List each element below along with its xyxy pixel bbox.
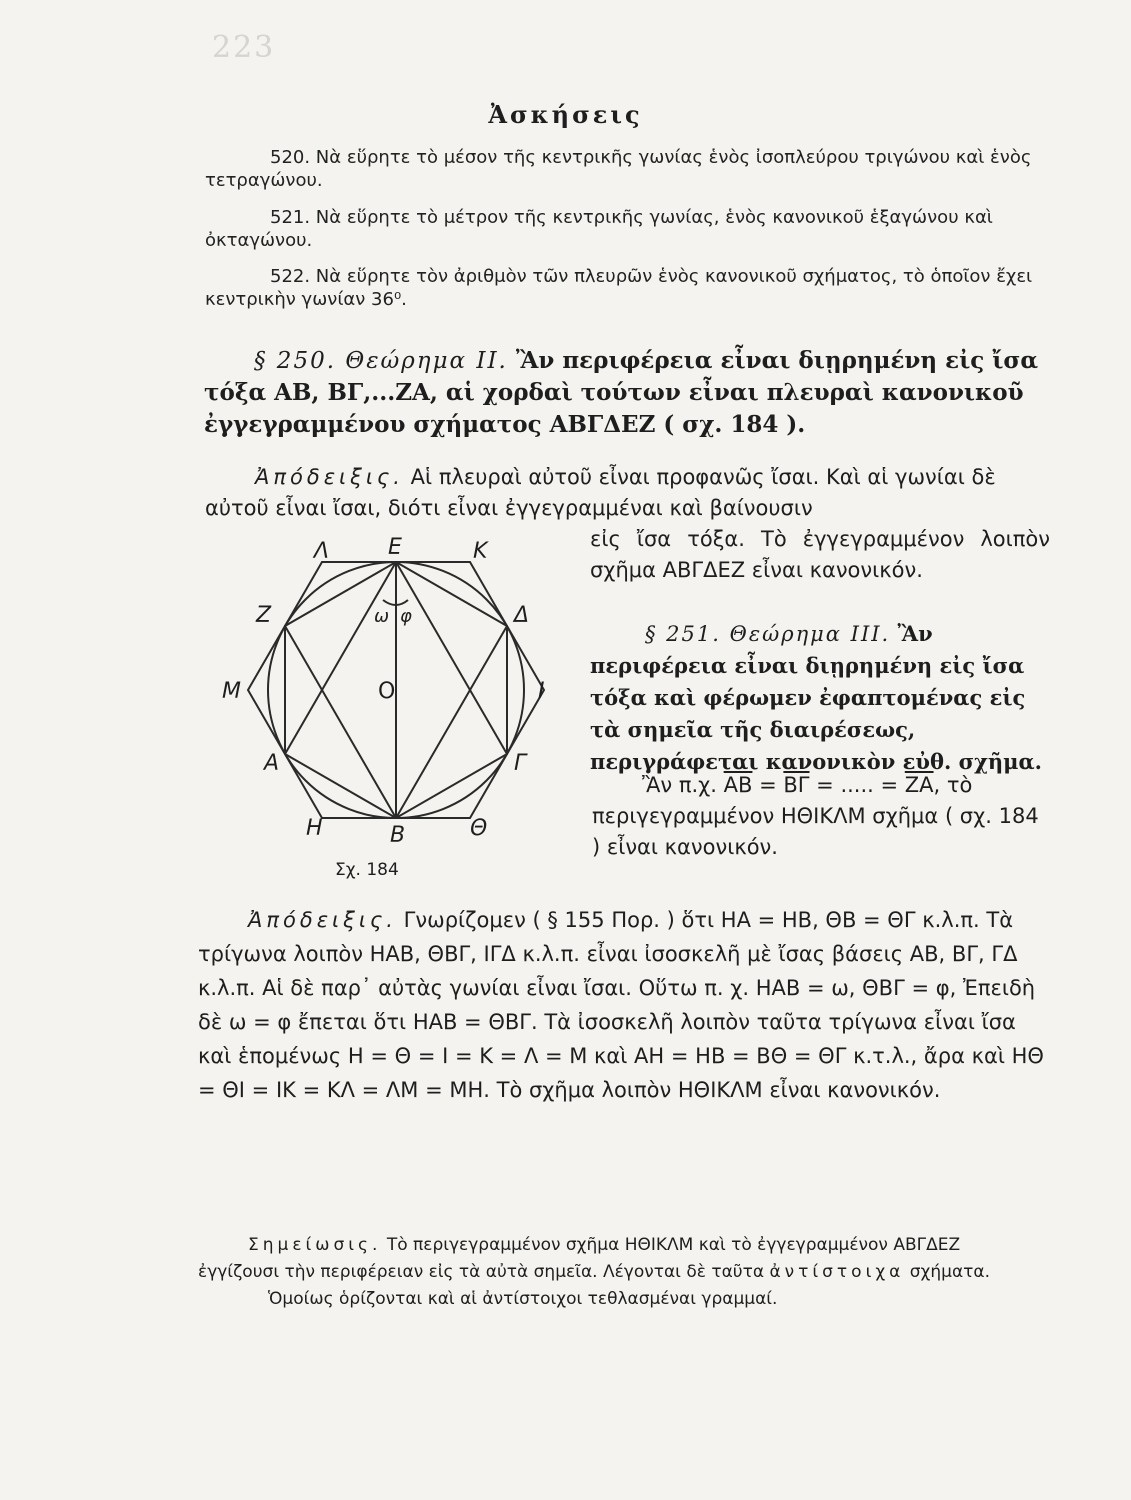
example-eq1: = [752, 773, 784, 797]
note-last: Ὁμοίως ὁρίζονται καὶ αἱ ἀντίστοιχοι τεθλασμέναι γραμμαί. [268, 1289, 778, 1309]
note-term-after: σχήματα. [904, 1262, 990, 1282]
label-omega: ω [374, 606, 390, 627]
arc-ZA: $\overline{ZA}$ [904, 773, 934, 797]
label-A: Α [264, 751, 280, 776]
figure-184 [218, 530, 563, 860]
theorem-251-label: § 251. Θεώρημα III. [645, 622, 891, 646]
note-text: Τὸ περιγεγραμμένον σχῆμα ΗΘΙΚΛΜ καὶ τὸ ἐγγεγραμμένον ΑΒΓΔΕΖ ἐγγίζουσι τὴν περιφέρειαν εἰς τὰ αὐτὰ σημεῖα. Λέγονται δὲ ταῦτα [198, 1235, 961, 1282]
exercise-521: 521. Νὰ εὕρητε τὸ μέτρον τῆς κεντρικῆς γωνίας, ἑνὸς κανονικοῦ ἑξαγώνου καὶ ὀκταγώνου. [205, 207, 993, 251]
label-B: Β [390, 823, 406, 848]
label-D: Δ [514, 603, 530, 628]
label-H: Η [306, 816, 323, 841]
proof-251-text: Γνωρίζομεν ( § 155 Πορ. ) ὅτι ΗΑ = ΗΒ, ΘΒ = ΘΓ κ.λ.π. Τὰ τρίγωνα λοιπὸν ΗΑΒ, ΘΒΓ, ΙΓΔ κ.λ.π. εἶναι ἰσοσκελῆ μὲ ἴσας βάσεις ΑΒ, ΒΓ, ΓΔ κ.λ.π. Αἱ δὲ παρ᾽ αὐτὰς γωνίαι εἶναι ἴσαι. Οὕτω π. χ. ΗΑΒ = ω, ΘΒΓ = φ, Ἐπειδὴ δὲ ω = φ ἔπεται ὅτι ΗΑΒ = ΘΒΓ. Τὰ ἰσοσκελῆ λοιπὸν ταῦτα τρίγωνα εἶναι ἴσα καὶ ἑπομένως Η = Θ = Ι = Κ = Λ = Μ καὶ ΑΗ = ΗΒ = ΒΘ = ΘΓ κ.τ.λ., ἄρα καὶ ΗΘ = ΘΙ = ΙΚ = ΚΛ = ΛΜ = ΜΗ. Τὸ σχῆμα λοιπὸν ΗΘΙΚΛΜ εἶναι κανονικόν. [198, 908, 1044, 1102]
theorem-250-text: Ἂν περιφέρεια εἶναι διῃρημένη εἰς ἴσα τόξα ΑΒ, ΒΓ,...ΖΑ, αἱ χορδαὶ τούτων εἶναι πλευραὶ κανονικοῦ ἐγγεγραμμένου σχήματος ΑΒΓΔΕΖ ( σχ. 184 ). [204, 347, 1039, 438]
label-I: Ι [538, 679, 545, 704]
example-pre: Ἂν π.χ. [642, 773, 717, 797]
arc-BG: $\overline{B\Gamma}$ [783, 773, 810, 797]
label-O: Ο [378, 679, 396, 704]
example-post: , τὸ περιγεγραμμένον ΗΘΙΚΛΜ σχῆμα ( σχ. 184 ) εἶναι κανονικόν. [592, 773, 1039, 859]
theorem-251 [590, 618, 1048, 778]
chord-right-lower [396, 626, 507, 818]
proof-250-label: Ἀπόδειξις. [255, 465, 404, 489]
figure-caption: Σχ. 184 [335, 860, 399, 880]
arc-AB: $\overline{AB}$ [723, 773, 753, 797]
example-eq2: = ..... = [809, 773, 905, 797]
note-label: Σημείωσις. [248, 1235, 382, 1255]
proof-251-label: Ἀπόδειξις. [248, 908, 397, 932]
theorem-251-text: Ἂν περιφέρεια εἶναι διῃρημένη εἰς ἴσα τόξα καὶ φέρωμεν ἐφαπτομένας εἰς τὰ σημεῖα τῆς διαιρέσεως, περιγράφεται κανονικὸν εὐθ. σχῆμα. [590, 621, 1042, 774]
label-K: Κ [473, 539, 488, 564]
label-Z: Ζ [256, 603, 272, 628]
proof-250-line1: Αἱ πλευραὶ αὐτοῦ εἶναι προφανῶς ἴσαι. Καὶ αἱ γωνίαι δὲ αὐτοῦ εἶναι ἴσαι, διότι εἶναι ἐγγεγραμμέναι καὶ βαίνουσιν [205, 465, 996, 520]
section-heading: Ἀσκήσεις [488, 100, 643, 129]
note-term: ἀντίστοιχα [769, 1262, 905, 1282]
theorem-250 [204, 345, 1044, 441]
label-phi: φ [400, 606, 412, 627]
proof-250-second: εἰς ἴσα τόξα. Τὸ ἐγγεγραμμένον λοιπὸν σχῆμα ΑΒΓΔΕΖ εἶναι κανονικόν. [590, 527, 1050, 582]
note [198, 1232, 1046, 1313]
bleed-through-page-number: 223 [212, 30, 276, 65]
theorem-250-label: § 250. Θεώρημα II. [254, 348, 508, 374]
label-Th: Θ [470, 816, 488, 841]
proof-251 [198, 903, 1046, 1107]
chord-left [285, 562, 396, 754]
chord-right [396, 562, 507, 754]
label-M: Μ [222, 679, 241, 704]
label-L: Λ [314, 539, 330, 564]
label-E: Ε [388, 535, 402, 560]
exercise-522: 522. Νὰ εὕρητε τὸν ἀριθμὸν τῶν πλευρῶν ἑνὸς κανονικοῦ σχήματος, τὸ ὁποῖον ἔχει κεντρικὴν γωνίαν 36⁰. [205, 266, 1033, 310]
chord-left-lower [285, 626, 396, 818]
exercise-520: 520. Νὰ εὕρητε τὸ μέσον τῆς κεντρικῆς γωνίας ἑνὸς ἰσοπλεύρου τριγώνου καὶ ἑνὸς τετραγώνου. [205, 147, 1032, 191]
label-G: Γ [514, 751, 527, 776]
example-251 [592, 770, 1047, 863]
proof-250-first [205, 462, 1043, 524]
